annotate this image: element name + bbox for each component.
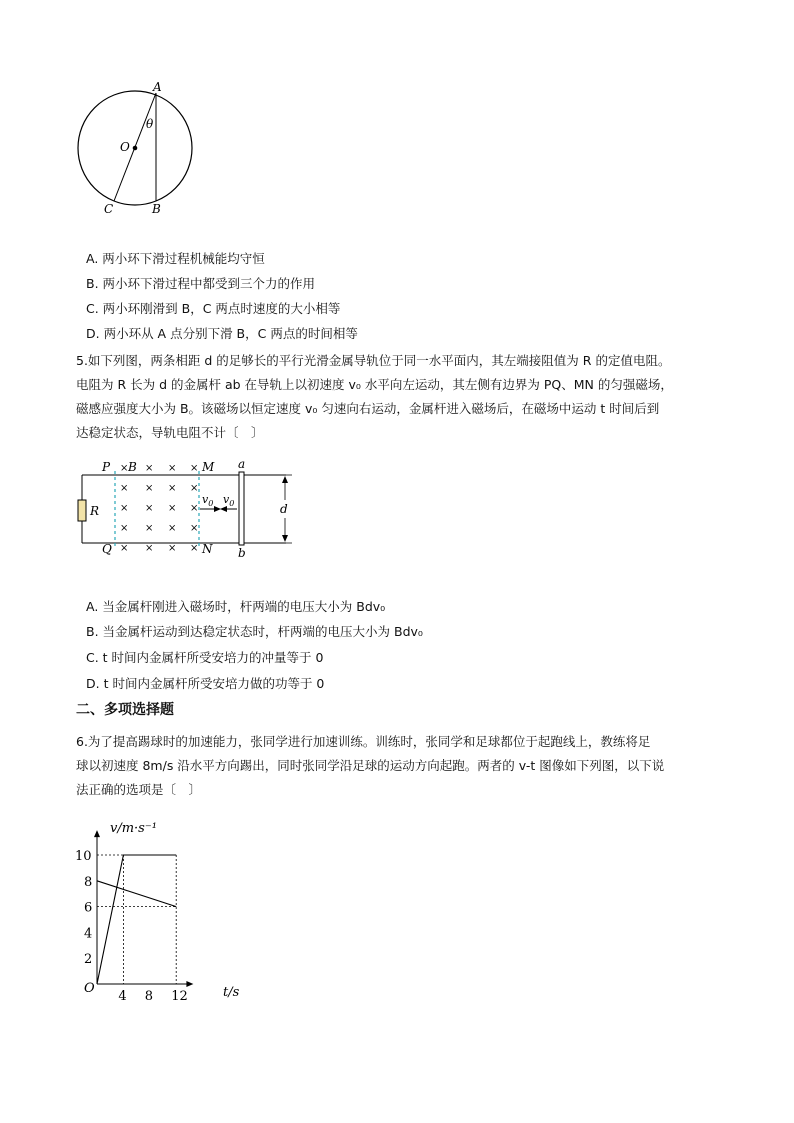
y-tick-label: 6	[84, 900, 93, 916]
q5-stem-line-1: 5.如下列图，两条相距 d 的足够长的平行光滑金属导轨位于同一水平面内，其左端接阻值为 R 的定值电阻。	[76, 353, 671, 368]
x-tick-label: 4	[118, 989, 127, 1004]
d-arrowhead-bottom	[282, 535, 288, 542]
x-axis-label: t/s	[223, 985, 240, 1000]
center-point	[133, 146, 138, 151]
q4-option-c: C. 两小环刚滑到 B，C 两点时速度的大小相等	[86, 301, 341, 316]
label-m: M	[202, 460, 215, 474]
field-cross: ×	[145, 503, 154, 514]
label-b-field: B	[128, 460, 137, 474]
label-b-rod: b	[238, 546, 246, 560]
label-r: R	[90, 504, 100, 518]
y-tick-label: 2	[84, 952, 93, 968]
d-arrowhead-top	[282, 476, 288, 483]
field-cross: ×	[120, 483, 129, 494]
circle-figure	[70, 80, 200, 220]
label-c: C	[104, 202, 114, 216]
x-axis-arrowhead	[186, 981, 193, 987]
field-cross: ×	[190, 463, 199, 474]
label-theta: θ	[146, 117, 154, 131]
field-cross: ×	[168, 483, 177, 494]
label-n: N	[202, 542, 213, 556]
q5-option-a: A. 当金属杆刚进入磁场时，杆两端的电压大小为 Bdv₀	[86, 599, 386, 614]
q5-option-c: C. t 时间内金属杆所受安培力的冲量等于 0	[86, 650, 324, 665]
vt-chart	[70, 810, 260, 1010]
field-cross: ×	[190, 543, 199, 554]
field-cross: ×	[145, 543, 154, 554]
field-cross: ×	[190, 483, 199, 494]
q6-stem	[76, 730, 726, 802]
label-d: d	[280, 502, 288, 516]
label-q: Q	[102, 542, 112, 556]
q5-option-d: D. t 时间内金属杆所受安培力做的功等于 0	[86, 676, 325, 691]
q6-stem-line-2: 球以初速度 8m/s 沿水平方向踢出，同时张同学沿足球的运动方向起跑。两者的 v-t 图像如下列图，以下说	[76, 758, 665, 773]
q6-stem-line-1: 6.为了提高踢球时的加速能力，张同学进行加速训练。训练时，张同学和足球都位于起跑线上，教练将足	[76, 734, 651, 749]
resistor	[78, 500, 86, 521]
y-tick-label: 10	[75, 849, 92, 864]
label-a-rod: a	[238, 457, 246, 471]
metal-rod-ab	[239, 472, 244, 545]
field-cross: ×	[168, 543, 177, 554]
field-cross: ×	[120, 463, 129, 474]
q4-option-b: B. 两小环下滑过程中都受到三个力的作用	[86, 276, 316, 291]
section-heading: 二、多项选择题	[76, 702, 174, 718]
field-cross: ×	[145, 483, 154, 494]
origin-label: O	[84, 981, 95, 996]
y-axis-arrowhead	[94, 830, 100, 837]
q5-option-b: B. 当金属杆运动到达稳定状态时，杆两端的电压大小为 Bdv₀	[86, 624, 423, 639]
rod-velocity-arrowhead	[220, 506, 227, 512]
label-o: O	[120, 140, 130, 154]
field-cross: ×	[190, 503, 199, 514]
field-crosses	[120, 463, 198, 554]
label-v0-field: $v_0$	[202, 493, 214, 508]
y-tick-label: 4	[84, 926, 93, 942]
q6-stem-line-3: 法正确的选项是〔 〕	[76, 782, 202, 797]
field-cross: ×	[145, 523, 154, 534]
q5-stem	[76, 349, 726, 445]
field-cross: ×	[168, 463, 177, 474]
q4-option-d: D. 两小环从 A 点分别下滑 B，C 两点的时间相等	[86, 326, 358, 341]
field-cross: ×	[120, 503, 129, 514]
x-tick-label: 8	[144, 989, 154, 1004]
y-tick-label: 8	[84, 874, 93, 890]
field-cross: ×	[145, 463, 154, 474]
q5-stem-line-4: 达稳定状态，导轨电阻不计〔 〕	[76, 425, 264, 440]
field-cross: ×	[168, 523, 177, 534]
label-b: B	[152, 202, 161, 216]
label-v0-rod: $v_0$	[223, 493, 235, 508]
label-p: P	[102, 460, 111, 474]
series-line-1	[97, 881, 176, 907]
y-axis-label: v/m·s⁻¹	[110, 821, 157, 836]
x-tick-label: 12	[171, 989, 188, 1004]
field-cross: ×	[190, 523, 199, 534]
q4-option-a: A. 两小环下滑过程机械能均守恒	[86, 251, 265, 266]
q5-stem-line-3: 磁感应强度大小为 B。该磁场以恒定速度 v₀ 匀速向右运动，金属杆进入磁场后，在磁场中运动 t 时间后到	[76, 401, 660, 416]
field-cross: ×	[168, 503, 177, 514]
series-line-0	[97, 855, 176, 984]
field-cross: ×	[120, 543, 129, 554]
field-cross: ×	[120, 523, 129, 534]
magnetic-field-figure	[70, 455, 310, 565]
field-velocity-arrowhead	[214, 506, 221, 512]
q5-stem-line-2: 电阻为 R 长为 d 的金属杆 ab 在导轨上以初速度 v₀ 水平向左运动，其左侧有边界为 PQ、MN 的匀强磁场，	[76, 377, 673, 392]
label-a: A	[153, 80, 162, 94]
